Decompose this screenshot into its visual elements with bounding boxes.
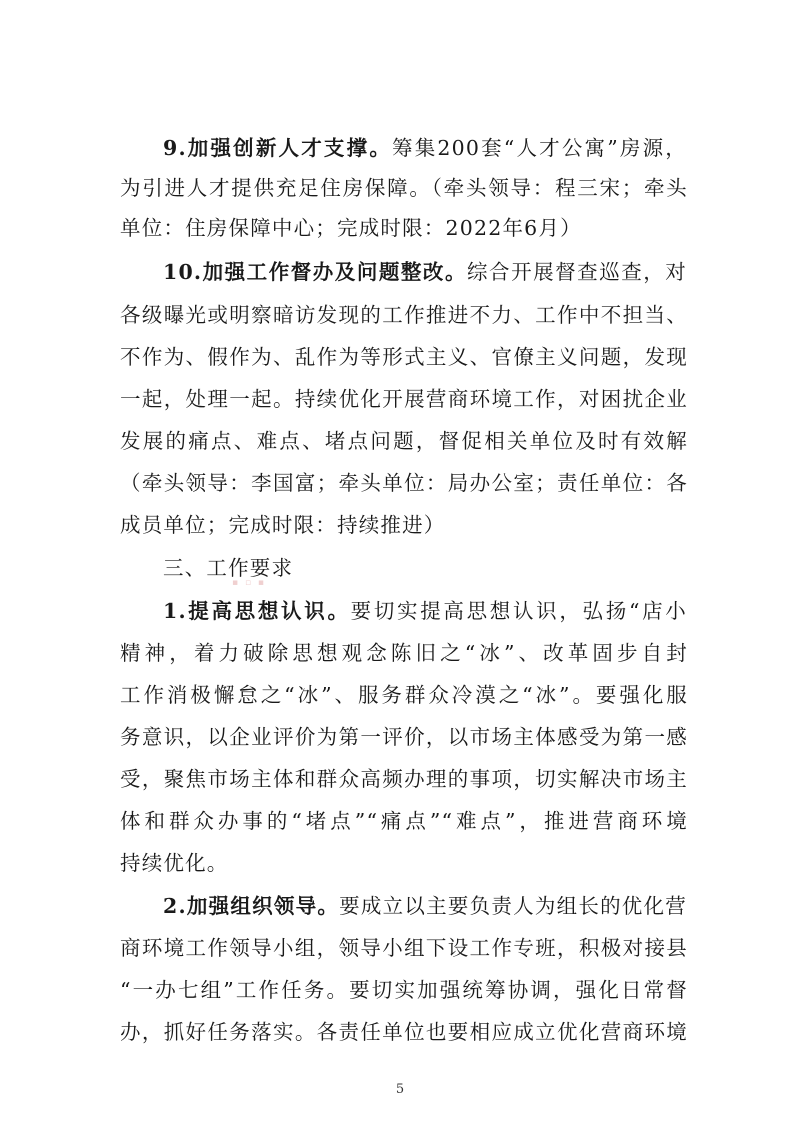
- req1-line4-text: 务意识，以企业评价为第一评价，以市场主体感受为第一感: [120, 725, 688, 749]
- item9-line3-text: 单位：住房保障中心；完成时限：2022年6月）: [120, 216, 582, 240]
- item10-line7-text: 成员单位；完成时限：持续推进）: [120, 513, 446, 537]
- req1-heading: 1.提高思想认识。: [163, 599, 351, 623]
- req2-line-1: [163, 886, 687, 926]
- item10-line-2: [120, 295, 688, 335]
- req1-line1-text: 要切实提高思想认识，弘扬“店小: [350, 599, 687, 623]
- req2-line2-text: 商环境工作领导小组，领导小组下设工作专班，积极对接县: [120, 936, 688, 960]
- item10-line-5: [120, 421, 688, 461]
- req1-line5-text: 受，聚焦市场主体和群众高频办理的事项，切实解决市场主: [120, 767, 688, 791]
- req2-line3-text: “一办七组”工作任务。要切实加强统筹协调，强化日常督: [120, 978, 688, 1002]
- req1-line-1: [163, 591, 687, 631]
- item10-heading: 10.加强工作督办及问题整改。: [163, 260, 467, 284]
- item10-line5-text: 发展的痛点、难点、堵点问题，督促相关单位及时有效解: [120, 429, 688, 453]
- req1-line-2: [120, 633, 688, 673]
- section3-heading-text: 三、工作要求: [163, 556, 294, 580]
- req2-line-3: [120, 970, 688, 1010]
- req1-line-7: [120, 843, 229, 883]
- page-number: 5: [395, 1082, 405, 1097]
- item10-line1-text: 综合开展督查巡查，对: [467, 260, 687, 284]
- req1-line-5: [120, 759, 688, 799]
- item9-line1-text: 筹集200套“人才公寓”房源，: [392, 136, 687, 160]
- req1-line-4: [120, 717, 688, 757]
- req1-line-6: [120, 801, 688, 841]
- item10-line-1: [163, 252, 687, 292]
- item9-line2-text: 为引进人才提供充足住房保障。（牵头领导：程三宋；牵头: [120, 176, 688, 200]
- req2-line4-text: 办，抓好任务落实。各责任单位也要相应成立优化营商环境: [120, 1020, 688, 1044]
- req2-line-4: [120, 1012, 688, 1052]
- item9-line-1: [163, 128, 687, 168]
- item10-line4-text: 一起，处理一起。持续优化开展营商环境工作，对困扰企业: [120, 387, 688, 411]
- req2-line1-text: 要成立以主要负责人为组长的优化营: [339, 894, 687, 918]
- item10-line-3: [120, 337, 688, 377]
- item10-line2-text: 各级曝光或明察暗访发现的工作推进不力、工作中不担当、: [120, 303, 688, 327]
- req2-line-2: [120, 928, 688, 968]
- item9-heading: 9.加强创新人才支撑。: [163, 136, 393, 160]
- item10-line-4: [120, 379, 688, 419]
- stamp-fragment: ▪ ▫ ▪: [232, 578, 267, 588]
- item9-line-2: [120, 168, 688, 208]
- req1-line7-text: 持续优化。: [120, 851, 229, 875]
- item10-line6-text: （牵头领导：李国富；牵头单位：局办公室；责任单位：各: [120, 471, 688, 495]
- item10-line3-text: 不作为、假作为、乱作为等形式主义、官僚主义问题，发现: [120, 345, 688, 369]
- req1-line-3: [120, 675, 688, 715]
- item9-line-3: [120, 208, 582, 248]
- req2-heading: 2.加强组织领导。: [163, 894, 340, 918]
- req1-line2-text: 精神，着力破除思想观念陈旧之“冰”、改革固步自封: [120, 641, 688, 665]
- req1-line3-text: 工作消极懈怠之“冰”、服务群众冷漠之“冰”。要强化服: [120, 683, 688, 707]
- req1-line6-text: 体和群众办事的“堵点”“痛点”“难点”，推进营商环境: [120, 809, 688, 833]
- item10-line-7: [120, 505, 446, 545]
- item10-line-6: [120, 463, 688, 503]
